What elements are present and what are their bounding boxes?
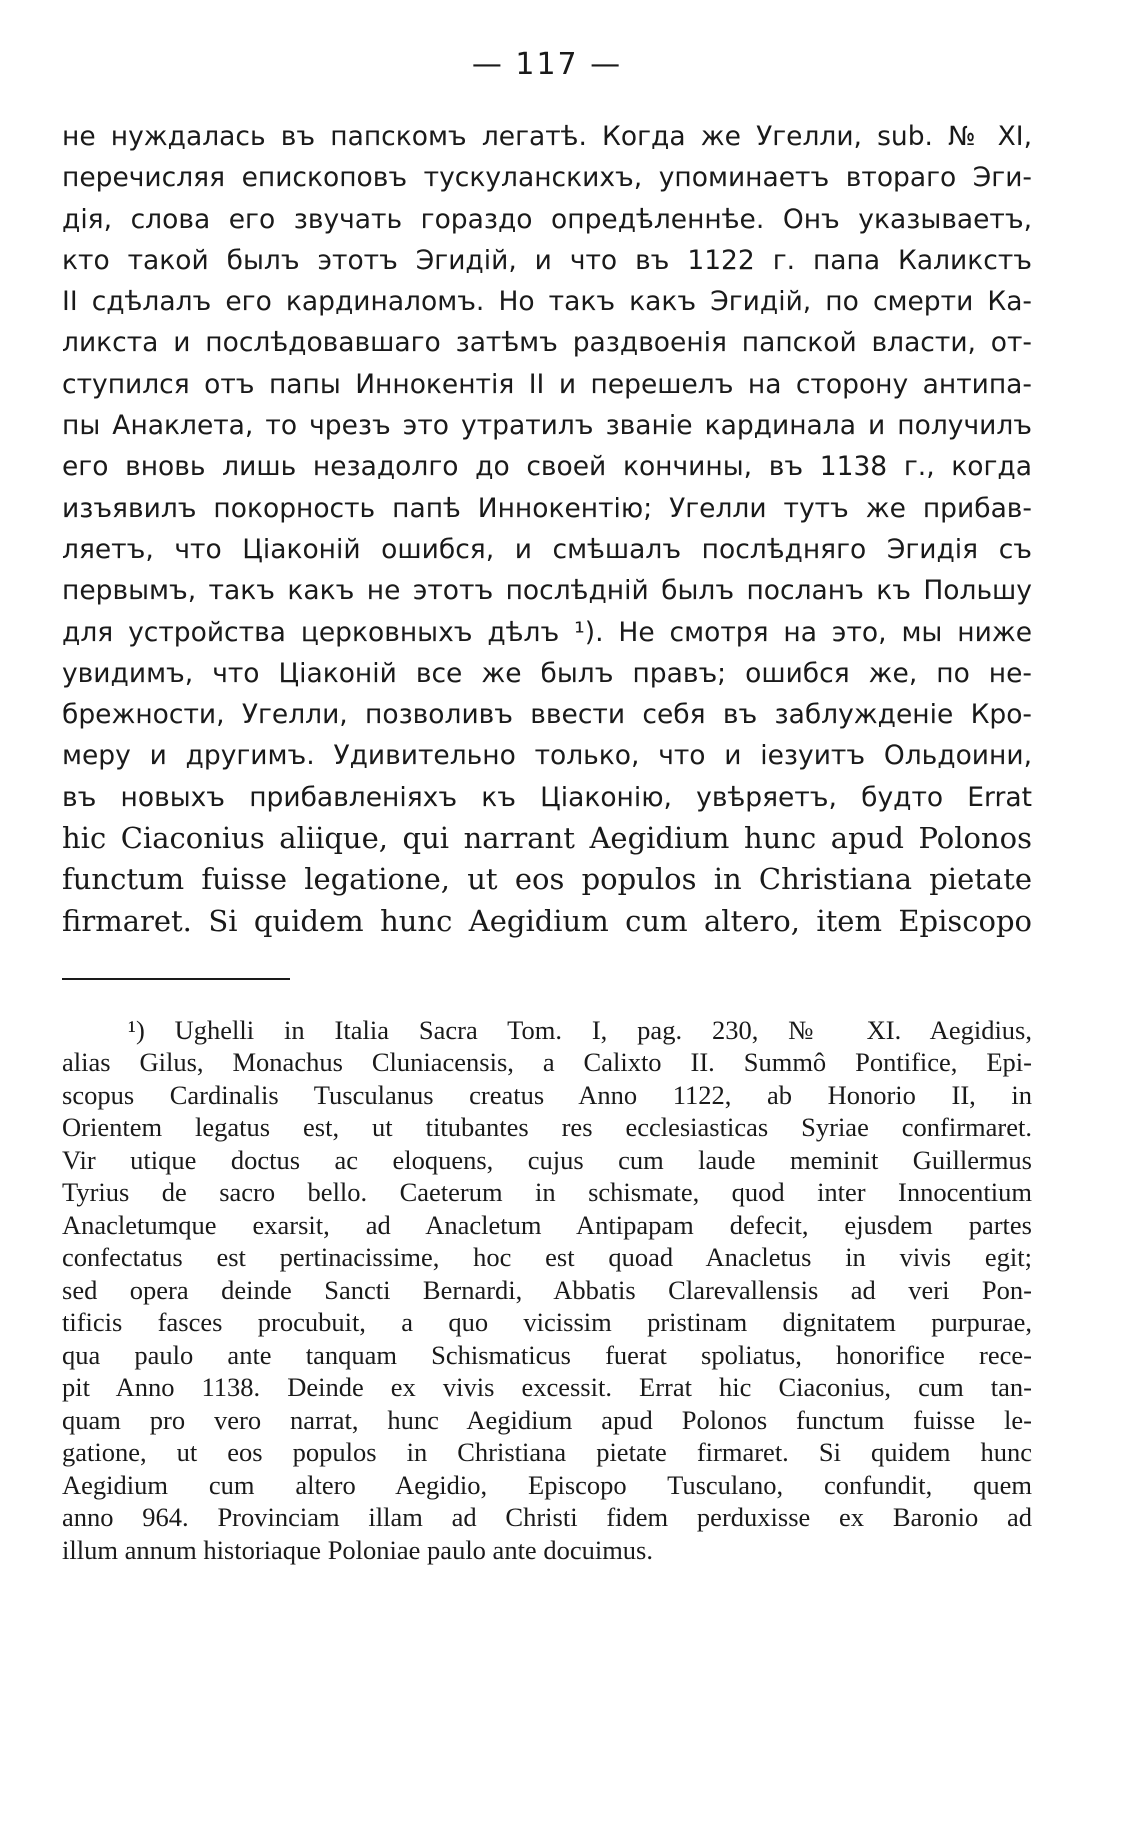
footnote-line: Anacletumque exarsit, ad Anacletum Antipapam defecit, ejusdem partes bbox=[62, 1209, 1032, 1240]
latin-text-line: firmaret. Si quidem hunc Aegidium cum altero, item Episcopo bbox=[62, 903, 1032, 938]
latin-text-line: functum fuisse legatione, ut eos populos in Christiana pietate bbox=[62, 862, 1032, 897]
footnote-line: Aegidium cum altero Aegidio, Episcopo Tusculano, confundit, quem bbox=[62, 1469, 1032, 1500]
text-line: въ новыхъ прибавленіяхъ къ Ціаконію, увѣряетъ, будто Errat bbox=[62, 781, 1032, 813]
footnote-line: gatione, ut eos populos in Christiana pietate firmaret. Si quidem hunc bbox=[62, 1437, 1032, 1468]
footnote-line: alias Gilus, Monachus Cluniacensis, a Calixto II. Summô Pontifice, Epi- bbox=[62, 1047, 1032, 1078]
footnote-line: qua paulo ante tanquam Schismaticus fuerat spoliatus, honorifice rece- bbox=[62, 1339, 1032, 1370]
footnote-line: scopus Cardinalis Tusculanus creatus Anno 1122, ab Honorio II, in bbox=[62, 1079, 1032, 1110]
footnote-divider bbox=[62, 978, 290, 980]
text-line: ликста и послѣдовавшаго затѣмъ раздвоенія папской власти, от- bbox=[62, 327, 1032, 359]
main-text bbox=[62, 116, 1032, 942]
text-line: дія, слова его звучать гораздо опредѣленнѣе. Онъ указываетъ, bbox=[62, 203, 1032, 235]
footnote-line: Tyrius de sacro bello. Caeterum in schismate, quod inter Innocentium bbox=[62, 1177, 1032, 1208]
text-line: пы Анаклета, то чрезъ это утратилъ званіе кардинала и получилъ bbox=[62, 410, 1032, 442]
footnote-line: Orientem legatus est, ut titubantes res ecclesiasticas Syriae confirmaret. bbox=[62, 1112, 1032, 1143]
text-line: его вновь лишь незадолго до своей кончины, въ 1138 г., когда bbox=[62, 451, 1032, 483]
footnote-line: sed opera deinde Sancti Bernardi, Abbatis Clarevallensis ad veri Pon- bbox=[62, 1274, 1032, 1305]
text-line: II сдѣлалъ его кардиналомъ. Но такъ какъ Эгидій, по смерти Ка- bbox=[62, 286, 1032, 318]
footnote-line: pit Anno 1138. Deinde ex vivis excessit. Errat hic Ciaconius, cum tan- bbox=[62, 1372, 1032, 1403]
footnote-line: Vir utique doctus ac eloquens, cujus cum laude meminit Guillermus bbox=[62, 1144, 1032, 1175]
text-line: не нуждалась въ папскомъ легатѣ. Когда же Угелли, sub. № XI, bbox=[62, 121, 1032, 152]
page-number: — 117 — bbox=[471, 47, 623, 82]
text-line: брежности, Угелли, позволивъ ввести себя въ заблужденіе Кро- bbox=[62, 699, 1032, 731]
text-line: первымъ, такъ какъ не этотъ послѣдній былъ посланъ къ Польшу bbox=[62, 575, 1032, 607]
text-line: ляетъ, что Ціаконій ошибся, и смѣшалъ послѣдняго Эгидія съ bbox=[62, 533, 1032, 565]
footnote-line: ¹) Ughelli in Italia Sacra Tom. I, pag. 230, № XI. Aegidius, bbox=[128, 1014, 1032, 1045]
text-line: изъявилъ покорность папѣ Иннокентію; Угелли тутъ же прибав- bbox=[62, 492, 1032, 524]
footnote-line: anno 964. Provinciam illam ad Christi fidem perduxisse ex Baronio ad bbox=[62, 1502, 1032, 1533]
text-line: кто такой былъ этотъ Эгидій, и что въ 1122 г. папа Каликстъ bbox=[62, 244, 1032, 276]
footnotes bbox=[62, 1014, 1032, 1567]
footnote-line: tificis fasces procubuit, a quo vicissim pristinam dignitatem purpurae, bbox=[62, 1307, 1032, 1338]
text-line: меру и другимъ. Удивительно только, что и іезуитъ Ольдоини, bbox=[62, 740, 1032, 772]
book-page bbox=[62, 40, 1032, 1566]
footnote-line: illum annum historiaque Poloniae paulo ante docuimus. bbox=[62, 1534, 653, 1565]
footnote-line: quam pro vero narrat, hunc Aegidium apud Polonos functum fuisse le- bbox=[62, 1404, 1032, 1435]
text-line: перечисляя епископовъ тускуланскихъ, упоминаетъ втораго Эги- bbox=[62, 162, 1032, 194]
latin-text-line: hic Ciaconius aliique, qui narrant Aegidium hunc apud Polonos bbox=[62, 821, 1032, 856]
text-line-footnote-ref: для устройства церковныхъ дѣлъ ¹). Не смотря на это, мы ниже bbox=[62, 616, 1032, 648]
text-line: увидимъ, что Ціаконій все же былъ правъ; ошибся же, по не- bbox=[62, 657, 1032, 689]
text-line: ступился отъ папы Иннокентія II и перешелъ на сторону антипа- bbox=[62, 368, 1032, 400]
footnote-line: confectatus est pertinacissime, hoc est quoad Anacletus in vivis egit; bbox=[62, 1242, 1032, 1273]
